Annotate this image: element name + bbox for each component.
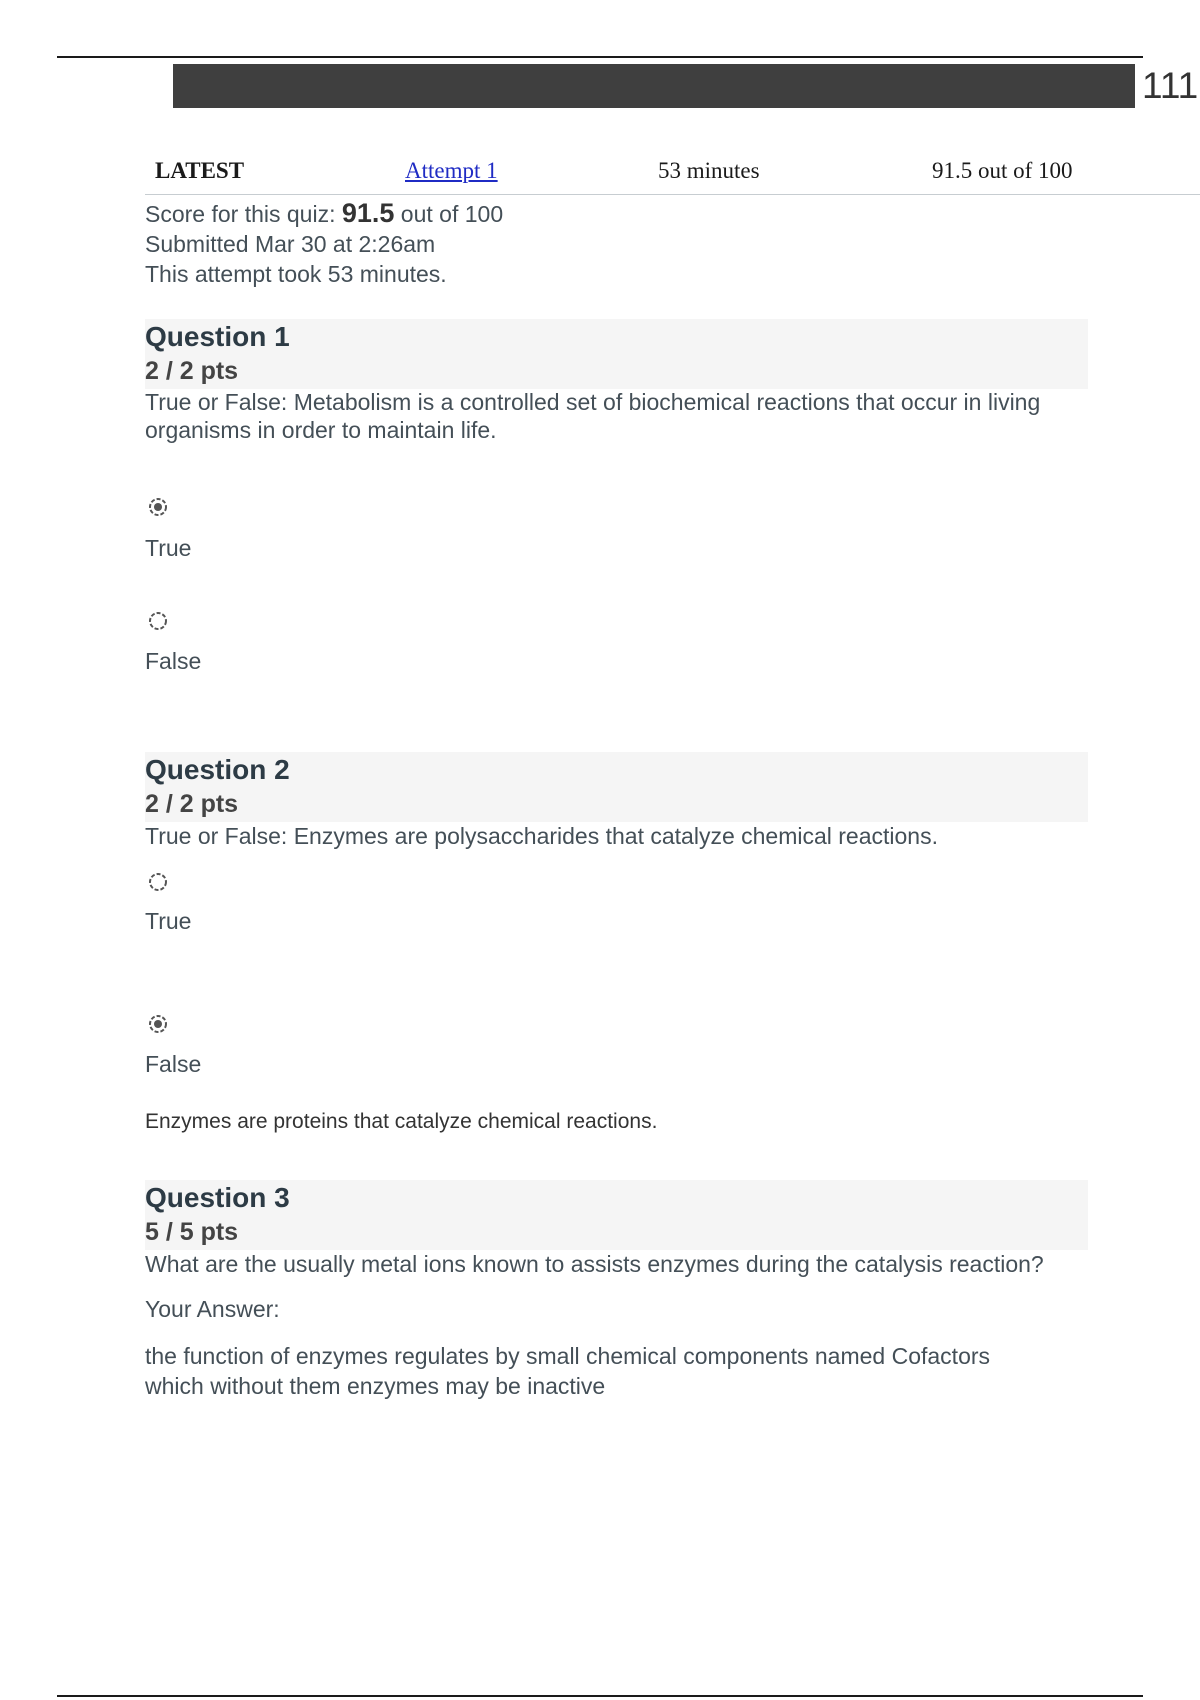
question-3-text: What are the usually metal ions known to assists enzymes during the catalysis reaction? — [145, 1251, 1044, 1277]
question-2-option-false: False — [145, 1051, 202, 1077]
attempt-score: 91.5 out of 100 — [932, 158, 1073, 183]
score-line — [145, 198, 503, 229]
question-2-title: Question 2 — [145, 754, 290, 785]
your-answer-label: Your Answer: — [145, 1296, 280, 1322]
question-1-header — [145, 319, 1088, 389]
question-2-text: True or False: Enzymes are polysaccharides that catalyze chemical reactions. — [145, 823, 938, 849]
question-2-points: 2 / 2 pts — [145, 790, 239, 818]
radio-unselected-icon[interactable] — [147, 610, 169, 632]
question-1-option-true: True — [145, 535, 192, 561]
page-number: 111 — [1142, 65, 1199, 106]
attempt-history-row — [145, 154, 1200, 195]
bottom-rule — [57, 1695, 1143, 1697]
question-1-title: Question 1 — [145, 321, 290, 352]
top-rule — [57, 56, 1143, 58]
attempt-link[interactable]: Attempt 1 — [405, 158, 498, 183]
latest-label: LATEST — [155, 158, 245, 183]
submitted-line: Submitted Mar 30 at 2:26am — [145, 231, 436, 257]
header-bar — [173, 64, 1135, 108]
question-2-feedback: Enzymes are proteins that catalyze chemical reactions. — [145, 1110, 658, 1133]
question-1-text: True or False: Metabolism is a controlled set of biochemical reactions that occur in living organisms in order to maintain life. — [145, 389, 1041, 443]
question-1-option-false: False — [145, 648, 202, 674]
attempt-time: 53 minutes — [658, 158, 760, 183]
radio-selected-icon[interactable] — [147, 496, 169, 518]
score-prefix: Score for this quiz: — [145, 201, 342, 227]
question-3-title: Question 3 — [145, 1182, 290, 1213]
radio-unselected-icon[interactable] — [147, 871, 169, 893]
your-answer-text: the function of enzymes regulates by small chemical components named Cofactors which without them enzymes may be inactive — [145, 1343, 991, 1399]
score-value: 91.5 — [341, 198, 395, 228]
duration-line: This attempt took 53 minutes. — [145, 261, 447, 287]
radio-selected-icon[interactable] — [147, 1013, 169, 1035]
question-3-points: 5 / 5 pts — [145, 1218, 239, 1246]
question-2-option-true: True — [145, 908, 192, 934]
question-1-points: 2 / 2 pts — [145, 357, 239, 385]
question-3-header — [145, 1180, 1088, 1250]
score-suffix: out of 100 — [394, 201, 504, 227]
quiz-summary — [145, 198, 503, 289]
question-2-header — [145, 752, 1088, 822]
